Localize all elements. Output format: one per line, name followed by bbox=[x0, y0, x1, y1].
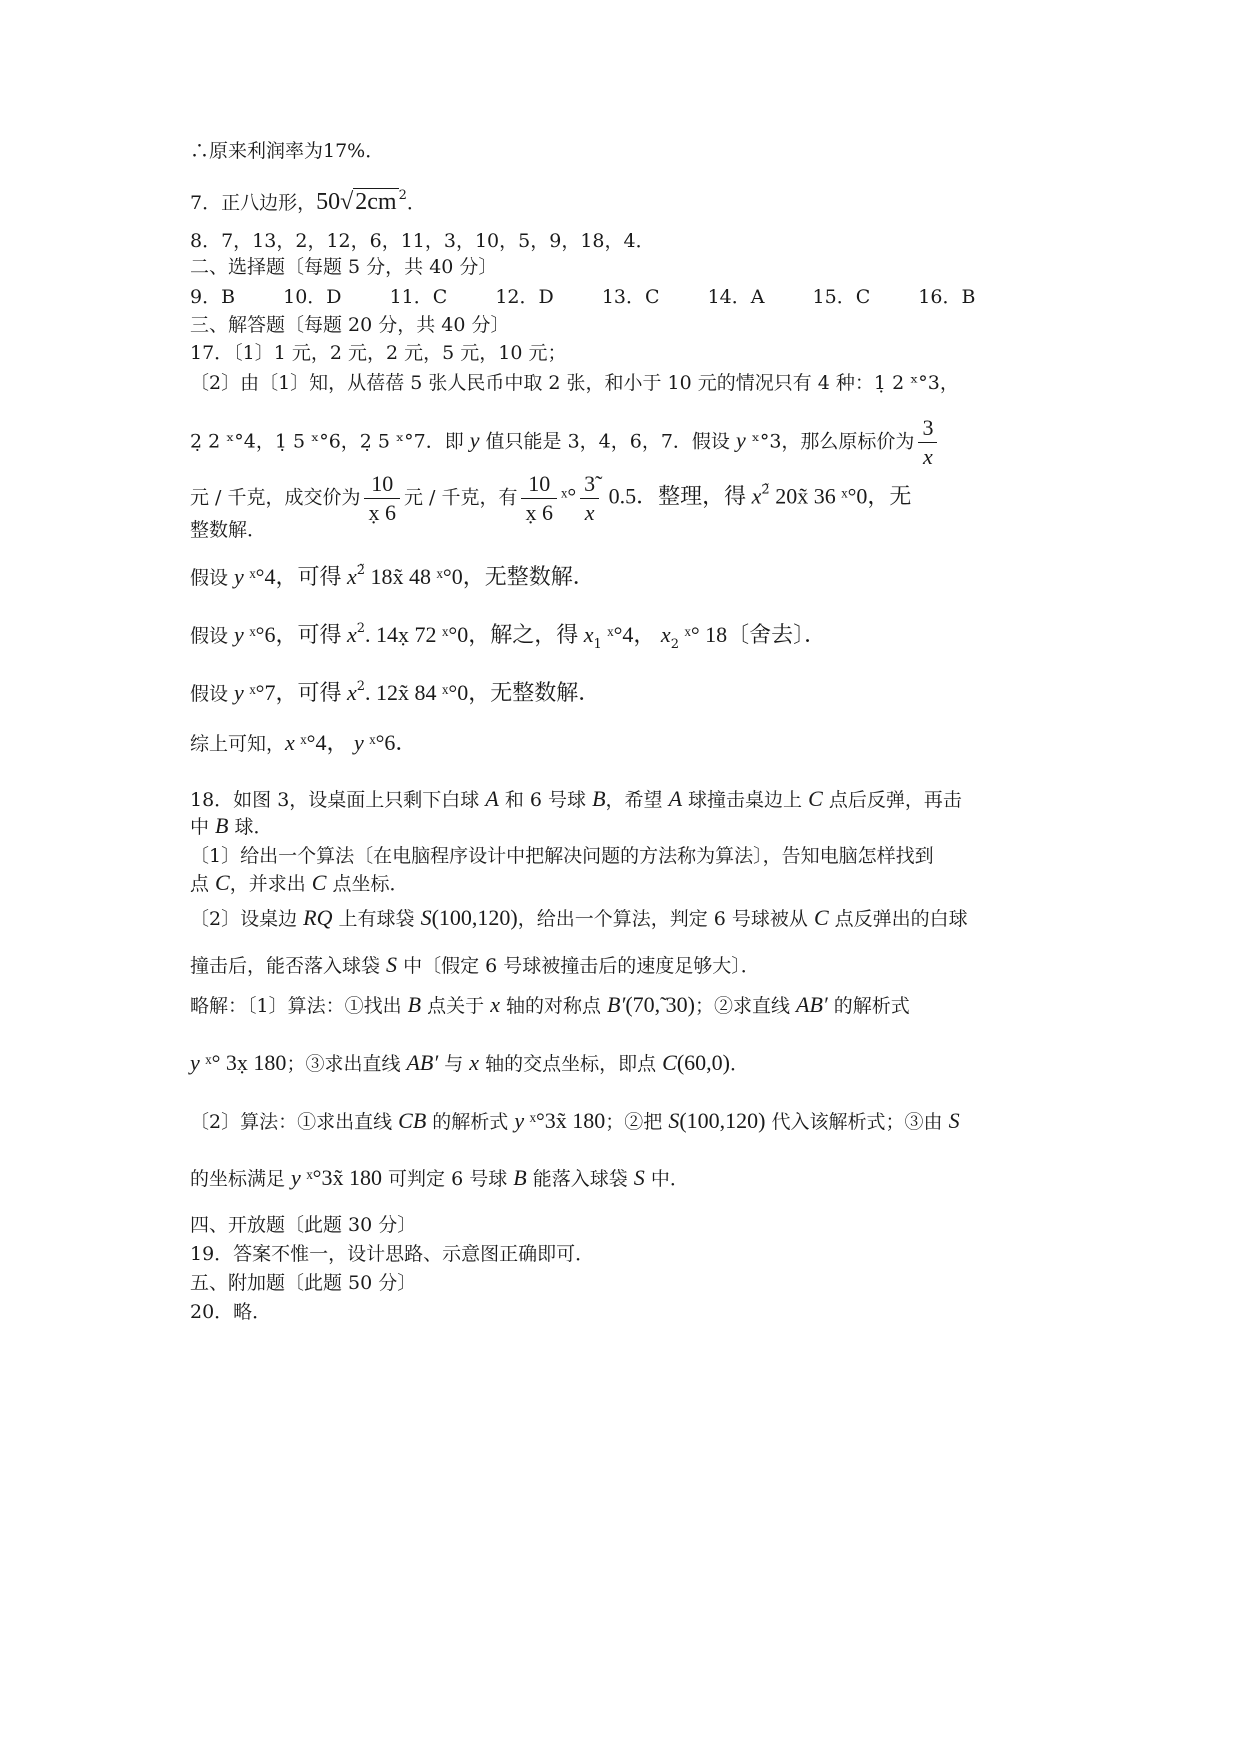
choice-answer: 9．B bbox=[190, 286, 236, 308]
math-superscript: 2 bbox=[356, 679, 366, 694]
math-var: y bbox=[514, 1108, 525, 1133]
text: 四、开放题〔此题 30 分〕 bbox=[190, 1214, 417, 1236]
math-superscript: 2 bbox=[398, 188, 407, 203]
text: 20．略． bbox=[190, 1301, 272, 1323]
section-heading bbox=[190, 254, 1070, 280]
text: ˣ°7，可得 bbox=[243, 680, 347, 705]
text: 18．如图 3，设桌面上只剩下白球 bbox=[190, 789, 486, 811]
math-expression: (100,120) bbox=[431, 905, 518, 930]
math-sqrt-term: 2cm bbox=[355, 189, 397, 215]
text: 代入该解析式；③由 bbox=[765, 1111, 949, 1133]
choice-answer: 13．C bbox=[601, 286, 660, 308]
text-line bbox=[190, 674, 1070, 707]
text-line bbox=[190, 616, 1070, 658]
math-var: A bbox=[668, 786, 683, 811]
math-var: x bbox=[490, 992, 500, 1017]
text-line bbox=[190, 138, 1070, 164]
math-var: y bbox=[291, 1165, 301, 1190]
text: 假设 bbox=[190, 567, 235, 589]
math-var: y bbox=[234, 622, 244, 647]
math-var: B bbox=[407, 992, 422, 1017]
section-heading bbox=[190, 1270, 1070, 1296]
text: ˣ°4， bbox=[294, 730, 354, 755]
text: 综上可知， bbox=[190, 733, 286, 755]
text-line bbox=[190, 414, 1070, 471]
math-var: y bbox=[190, 1050, 200, 1075]
math-var: x bbox=[751, 483, 762, 509]
text: 中． bbox=[644, 1168, 689, 1190]
math-var: y bbox=[735, 427, 746, 453]
math-var: x bbox=[469, 1050, 480, 1075]
math-var: AB′ bbox=[796, 992, 828, 1017]
text: ˣ°3，那么原标价为 bbox=[745, 430, 915, 453]
math-var: x bbox=[285, 730, 295, 755]
text-line bbox=[190, 786, 1070, 813]
math-superscript: 2̃ bbox=[356, 563, 366, 578]
text: ；③求出直线 bbox=[286, 1053, 407, 1075]
text-line bbox=[190, 558, 1070, 591]
math-var: B bbox=[513, 1165, 527, 1190]
math-var: RQ bbox=[303, 905, 333, 930]
math-var: S bbox=[668, 1108, 680, 1133]
text-line bbox=[190, 992, 1070, 1019]
text: 7．正八边形， bbox=[190, 192, 317, 214]
text-line: 7．正八边形，50√2cm $^2$． bbox=[190, 188, 426, 215]
text: 2̣ 2 ˣ°4，1̣ 5 ˣ°6，2̣ 5 ˣ°7．即 bbox=[190, 430, 470, 453]
text: 0.5．整理，得 bbox=[603, 483, 752, 509]
text: ，给出一个算法，判定 6 号球被从 bbox=[517, 908, 814, 930]
text: 点关于 bbox=[421, 995, 491, 1017]
text: ∴原来利润率为17%． bbox=[190, 140, 385, 162]
text: ． bbox=[406, 192, 426, 214]
choice-answer: 16．B bbox=[918, 286, 976, 308]
text: 〔2〕由〔1〕知，从蓓蓓 5 张人民币中取 2 张，和小于 10 元的情况只有 4 种：1̣ 2 ˣ°3， bbox=[190, 372, 959, 394]
math-subscript: 2 bbox=[670, 637, 679, 652]
text: ˣ°6，可得 bbox=[243, 622, 347, 647]
math-superscript: 2̃ bbox=[761, 482, 770, 498]
text: 8．7，13，2，12，6，11，3，10，5，9，18，4． bbox=[190, 230, 655, 252]
text: 轴的对称点 bbox=[499, 995, 608, 1017]
text: 三、解答题〔每题 20 分，共 40 分〕 bbox=[190, 314, 510, 336]
math-var: x bbox=[660, 622, 671, 647]
choice-answer: 15．C bbox=[812, 286, 871, 308]
text: 19．答案不惟一，设计思路、示意图正确即可． bbox=[190, 1243, 595, 1265]
text-line bbox=[190, 843, 1070, 869]
choice-answer: 10．D bbox=[283, 286, 342, 308]
section-heading bbox=[190, 312, 1070, 338]
text-line bbox=[190, 370, 1070, 396]
choice-answer: 11．C bbox=[389, 286, 448, 308]
math-var: x bbox=[346, 622, 357, 647]
math-expression: (100,120) bbox=[679, 1108, 766, 1133]
text-line bbox=[190, 870, 1070, 897]
math-var: C bbox=[808, 786, 823, 811]
math-expression: . 12x̃ 84 ˣ°0，无整数解． bbox=[365, 680, 601, 705]
text: ． bbox=[729, 1053, 749, 1075]
text-line bbox=[190, 952, 1070, 979]
text-line bbox=[190, 1050, 1070, 1077]
math-var: S bbox=[420, 905, 432, 930]
text-line bbox=[190, 1108, 1070, 1135]
text: 球撞击桌边上 bbox=[682, 789, 809, 811]
math-var: S bbox=[386, 952, 398, 977]
math-var: S bbox=[948, 1108, 960, 1133]
text-line bbox=[190, 1165, 1070, 1192]
math-expression: ˣ° 3x̣ 180 bbox=[199, 1050, 287, 1075]
text: ˣ°4，可得 bbox=[243, 564, 347, 589]
text: 撞击后，能否落入球袋 bbox=[190, 955, 387, 977]
math-var: y bbox=[234, 680, 244, 705]
math-var: y bbox=[353, 730, 364, 755]
text-line bbox=[190, 228, 1070, 254]
text: ；②求直线 bbox=[694, 995, 797, 1017]
text-line bbox=[190, 1299, 1070, 1325]
section-heading bbox=[190, 1212, 1070, 1238]
math-var: AB′ bbox=[406, 1050, 439, 1075]
text: ˣ°6． bbox=[363, 730, 418, 755]
text: 球． bbox=[228, 816, 273, 838]
text: 的解析式 bbox=[426, 1111, 515, 1133]
math-var: B bbox=[215, 813, 229, 838]
text: 的坐标满足 bbox=[190, 1168, 292, 1190]
text: 二、选择题〔每题 5 分，共 40 分〕 bbox=[190, 256, 498, 278]
text-line bbox=[190, 517, 1070, 543]
text: 中〔假定 6 号球被撞击后的速度足够大〕． bbox=[397, 955, 760, 977]
math-var: S bbox=[633, 1165, 645, 1190]
text: ；②把 bbox=[605, 1111, 669, 1133]
math-var: C bbox=[311, 870, 327, 895]
text: 17．〔1〕1 元，2 元，2 元，5 元，10 元； bbox=[190, 342, 567, 364]
text: 元 / 千克，有 bbox=[403, 486, 518, 509]
text: 假设 bbox=[190, 683, 235, 705]
math-subscript: 1 bbox=[593, 637, 602, 652]
text: 略解：〔1〕算法：①找出 bbox=[190, 995, 408, 1017]
text: 元 / 千克，成交价为 bbox=[190, 486, 361, 509]
math-var: x bbox=[583, 622, 594, 647]
math-var: x bbox=[346, 564, 357, 589]
math-var: B bbox=[592, 786, 606, 811]
text: 点坐标． bbox=[326, 873, 409, 895]
text: 点 bbox=[190, 873, 216, 895]
math-var: C bbox=[215, 870, 230, 895]
text: 轴的交点坐标，即点 bbox=[479, 1053, 663, 1075]
text: 值只能是 3，4，6，7．假设 bbox=[479, 430, 736, 453]
text: 的解析式 bbox=[827, 995, 910, 1017]
choice-answer: 14．A bbox=[707, 286, 765, 308]
text-line bbox=[190, 340, 1070, 366]
math-fraction: $\frac{10}{x̣ 6}$ bbox=[521, 470, 557, 527]
math-var: A bbox=[485, 786, 499, 811]
text: 〔1〕给出一个算法〔在电脑程序设计中把解决问题的方法称为算法〕，告知电脑怎样找到 bbox=[190, 845, 934, 867]
text: 上有球袋 bbox=[332, 908, 421, 930]
text: 〔2〕算法：①求出直线 bbox=[190, 1111, 399, 1133]
math-var: C bbox=[662, 1050, 677, 1075]
text-line bbox=[190, 813, 1070, 840]
math-expression: ˣ°3x̃ 180 bbox=[524, 1108, 606, 1133]
text: 〔2〕设桌边 bbox=[190, 908, 304, 930]
math-expression: (60,0) bbox=[676, 1050, 730, 1075]
math-var: y bbox=[234, 564, 244, 589]
text: 与 bbox=[438, 1053, 470, 1075]
text: ，希望 bbox=[605, 789, 669, 811]
math-var: y bbox=[469, 427, 480, 453]
text: 可判定 6 号球 bbox=[381, 1168, 514, 1190]
text: ，并求出 bbox=[229, 873, 312, 895]
math-expression: . 14x̣ 72 ˣ°0，解之，得 bbox=[365, 622, 584, 647]
math-number: 50 bbox=[316, 189, 341, 215]
text: 点后反弹，再击 bbox=[822, 789, 962, 811]
math-expression: (70,̃ 30) bbox=[625, 992, 695, 1017]
choice-answer: 12．D bbox=[495, 286, 554, 308]
math-expression: 18x̃ 48 ˣ°0，无整数解． bbox=[365, 564, 595, 589]
math-expression: ˣ°3x̃ 180 bbox=[300, 1165, 382, 1190]
text: 整数解． bbox=[190, 519, 267, 541]
text: 和 6 号球 bbox=[498, 789, 593, 811]
choice-answers-row bbox=[190, 284, 1070, 310]
math-var: B′ bbox=[607, 992, 626, 1017]
text: 中 bbox=[190, 816, 216, 838]
text: 能落入球袋 bbox=[526, 1168, 634, 1190]
text-line bbox=[190, 1241, 1070, 1267]
math-var: CB bbox=[398, 1108, 427, 1133]
text: ˣ° 18〔舍去〕． bbox=[678, 622, 827, 647]
math-symbol: ˣ° bbox=[560, 483, 577, 509]
math-fraction: $\frac{3}{x}$ bbox=[918, 414, 937, 471]
math-superscript: 2 bbox=[356, 621, 366, 636]
text: 点反弹出的白球 bbox=[828, 908, 968, 930]
text: 五、附加题〔此题 50 分〕 bbox=[190, 1272, 417, 1294]
math-fraction: $\frac{10}{x̣ 6}$ bbox=[364, 470, 400, 527]
math-var: C bbox=[813, 905, 829, 930]
text: 假设 bbox=[190, 625, 235, 647]
text-line bbox=[190, 730, 1070, 757]
text: ˣ°4， bbox=[601, 622, 661, 647]
math-fraction: $\frac{3̃}{x}$ bbox=[580, 470, 599, 527]
text-line bbox=[190, 905, 1070, 932]
math-var: x bbox=[346, 680, 357, 705]
math-expression: 20x̃ 36 ˣ°0，无 bbox=[769, 483, 912, 509]
